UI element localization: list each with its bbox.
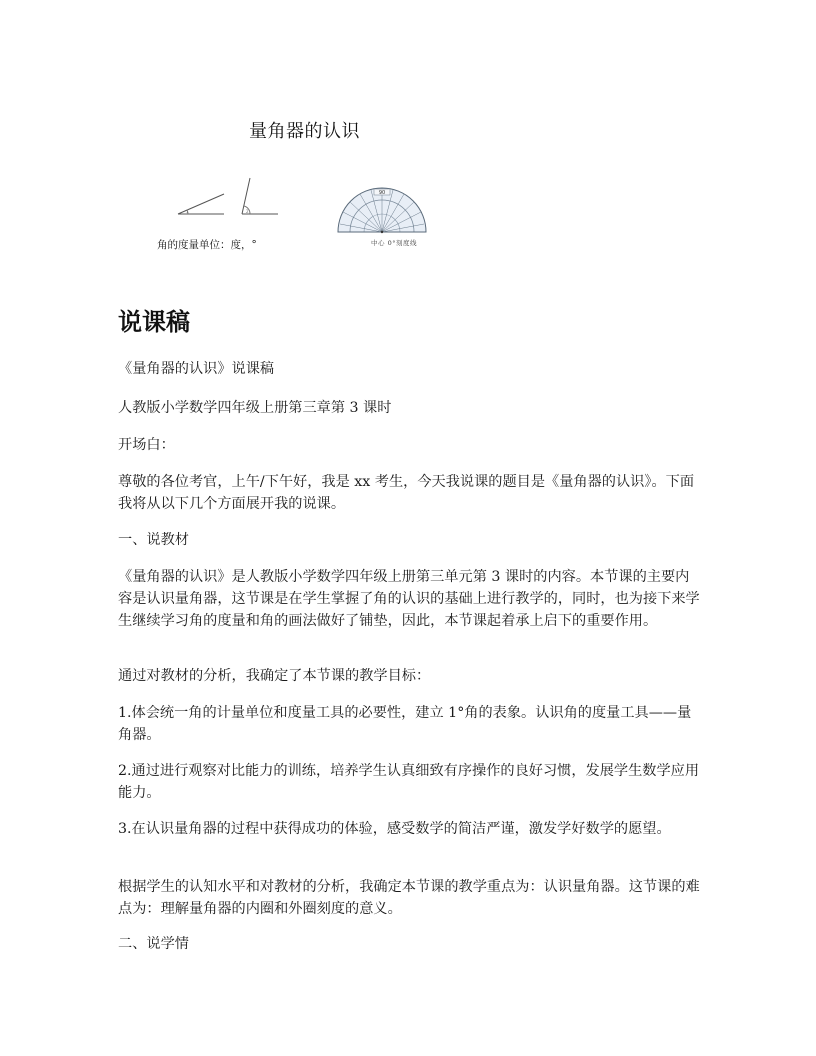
protractor-caption: 中心 0°刻度线 bbox=[371, 239, 417, 247]
obtuse-angle-diagram bbox=[242, 178, 278, 214]
paragraph-opening: 尊敬的各位考官，上午/下午好，我是 xx 考生，今天我说课的题目是《量角器的认识》。下面我将从以下几个方面展开我的说课。 bbox=[118, 474, 695, 512]
protractor-diagram bbox=[334, 184, 430, 236]
svg-text:2: 2 bbox=[246, 209, 249, 214]
paragraph-goals-intro: 通过对教材的分析，我确定了本节课的教学目标： bbox=[118, 668, 431, 684]
section-heading-textbook: 一、说教材 bbox=[118, 532, 189, 548]
paragraph-title: 《量角器的认识》说课稿 bbox=[118, 361, 275, 377]
figure-title: 量角器的认识 bbox=[249, 121, 360, 142]
paragraph-goal-3: 3.在认识量角器的过程中获得成功的体验，感受数学的简洁严谨，激发学好数学的愿望。 bbox=[118, 821, 671, 837]
svg-text:1: 1 bbox=[186, 209, 189, 214]
paragraph-goal-1: 1.体会统一角的计量单位和度量工具的必要性，建立 1°角的表象。认识角的度量工具——量角器。 bbox=[118, 705, 692, 743]
angle-diagrams bbox=[170, 172, 290, 222]
section-heading-students: 二、说学情 bbox=[118, 936, 189, 952]
paragraph-opening-label: 开场白： bbox=[118, 437, 175, 453]
protractor-top-label: 90 bbox=[378, 190, 386, 196]
page-heading: 说课稿 bbox=[118, 308, 190, 336]
paragraph-goal-2: 2.通过进行观察对比能力的训练，培养学生认真细致有序操作的良好习惯，发展学生数学应用能力。 bbox=[118, 763, 700, 801]
paragraph-key-points: 根据学生的认知水平和对教材的分析，我确定本节课的教学重点为：认识量角器。这节课的难点为：理解量角器的内圈和外圈刻度的意义。 bbox=[118, 879, 700, 917]
paragraph-textbook: 人教版小学数学四年级上册第三章第 3 课时 bbox=[118, 400, 392, 416]
paragraph-textbook-analysis: 《量角器的认识》是人教版小学数学四年级上册第三单元第 3 课时的内容。本节课的主要内容是认识量角器，这节课是在学生掌握了角的认识的基础上进行教学的，同时，也为接下来学生继续学习角的度量和角的画法做好了铺垫，因此，本节课起着承上启下的重要作用。 bbox=[118, 569, 700, 629]
angle-unit-caption: 角的度量单位：度，° bbox=[157, 239, 257, 251]
acute-angle-diagram bbox=[178, 194, 224, 214]
